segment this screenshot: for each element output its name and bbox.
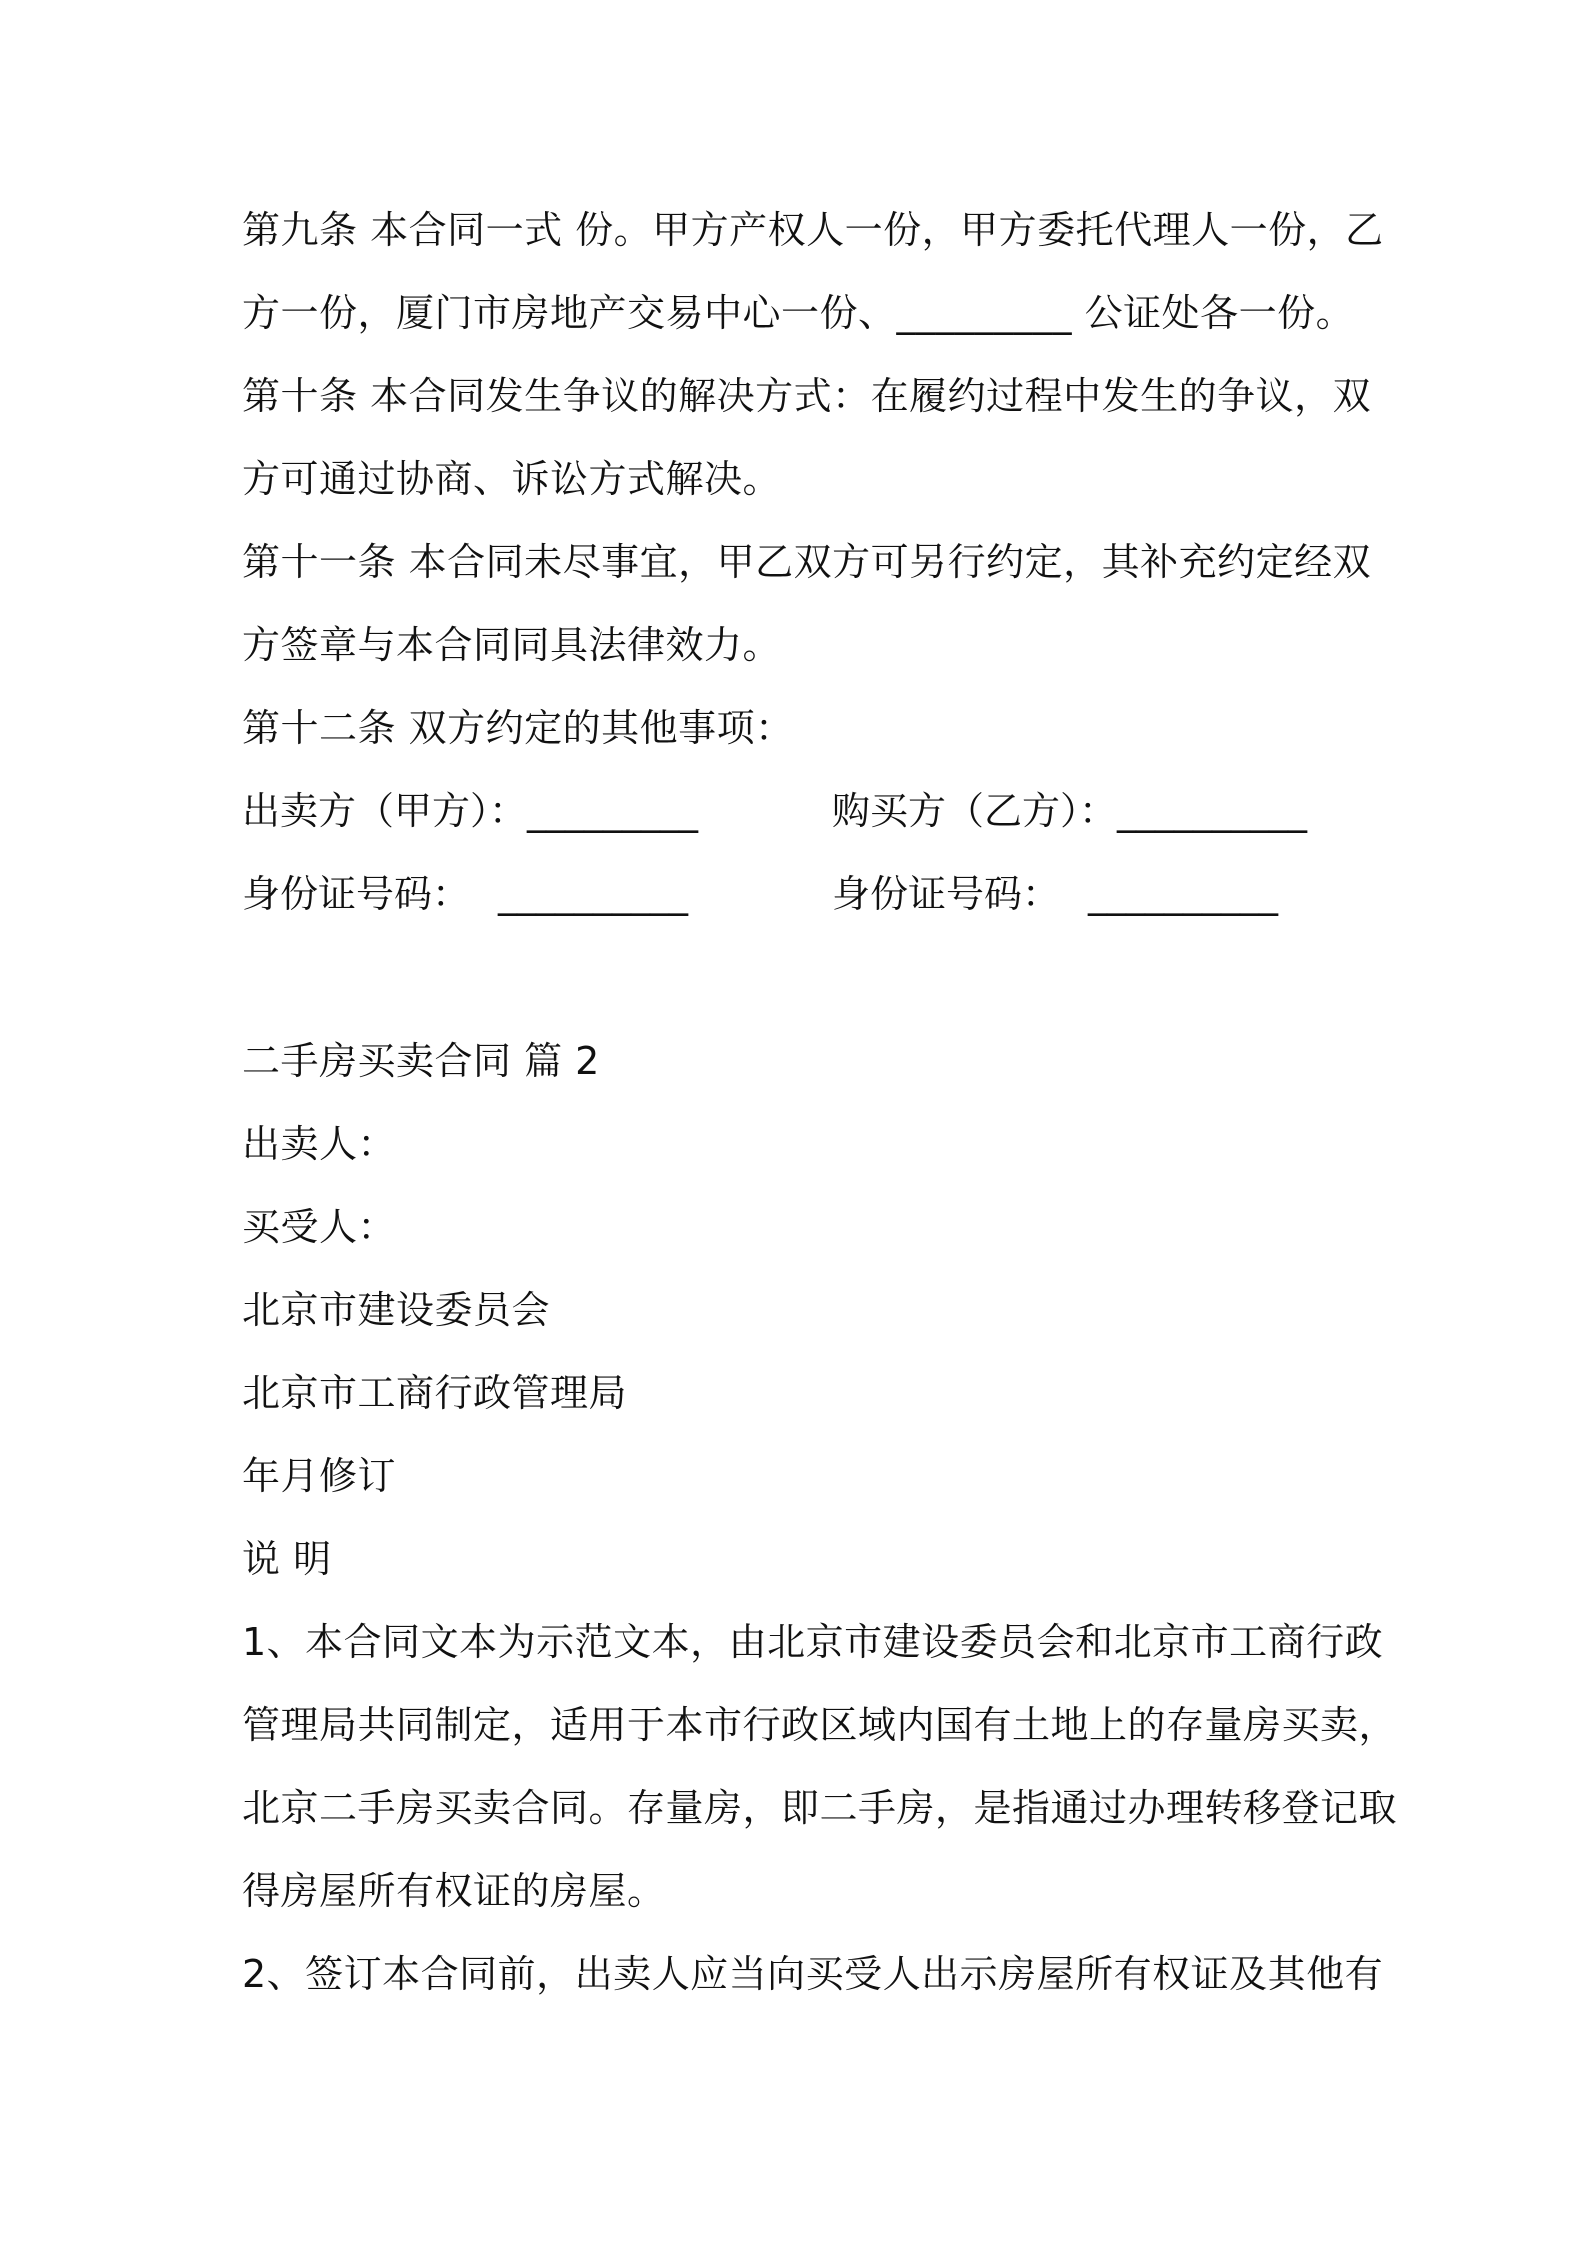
seller-id-blank: __________: [498, 872, 689, 916]
seller-line: 出卖人：: [242, 1122, 397, 1166]
org-construction-committee: 北京市建设委员会: [242, 1288, 551, 1332]
seller-id-field: [242, 869, 688, 919]
article-10-line-1: 第十条 本合同发生争议的解决方式：在履约过程中发生的争议，双: [242, 374, 1372, 418]
buyer-signature-label: 购买方（乙方）：: [832, 789, 1118, 833]
article-9-line-2: 方一份，厦门市房地产交易中心一份、_________ 公证处各一份。: [242, 291, 1355, 335]
article-11-line-2: 方签章与本合同同具法律效力。: [242, 623, 782, 667]
seller-signature-blank: _________: [527, 789, 699, 833]
buyer-signature-field: [832, 786, 1307, 836]
article-9-line-1: 第九条 本合同一式 份。甲方产权人一份，甲方委托代理人一份，乙: [242, 208, 1384, 252]
article-12-line: 第十二条 双方约定的其他事项：: [242, 706, 794, 750]
explanation-line-3: 北京二手房买卖合同。存量房，即二手房，是指通过办理转移登记取: [242, 1786, 1398, 1830]
buyer-id-blank: __________: [1088, 872, 1279, 916]
seller-id-label: 身份证号码：: [242, 872, 471, 916]
contract-2-title: 二手房买卖合同 篇 2: [242, 1039, 600, 1083]
explanation-line-5: 2、签订本合同前，出卖人应当向买受人出示房屋所有权证及其他有: [242, 1952, 1384, 1996]
article-11-line-1: 第十一条 本合同未尽事宜，甲乙双方可另行约定，其补充约定经双: [242, 540, 1372, 584]
revision-date: 年月修订: [242, 1454, 397, 1498]
explanation-line-4: 得房屋所有权证的房屋。: [242, 1869, 666, 1913]
buyer-id-field: [832, 869, 1278, 919]
explanation-line-2: 管理局共同制定，适用于本市行政区域内国有土地上的存量房买卖，: [242, 1703, 1398, 1747]
seller-signature-field: [242, 786, 698, 836]
explanation-line-1: 1、本合同文本为示范文本，由北京市建设委员会和北京市工商行政: [242, 1620, 1384, 1664]
org-industry-commerce-bureau: 北京市工商行政管理局: [242, 1371, 628, 1415]
buyer-line: 买受人：: [242, 1205, 397, 1249]
buyer-id-label: 身份证号码：: [832, 872, 1061, 916]
buyer-signature-blank: __________: [1117, 789, 1308, 833]
explanation-heading: 说 明: [242, 1537, 332, 1581]
seller-signature-label: 出卖方（甲方）：: [242, 789, 528, 833]
article-10-line-2: 方可通过协商、诉讼方式解决。: [242, 457, 782, 501]
